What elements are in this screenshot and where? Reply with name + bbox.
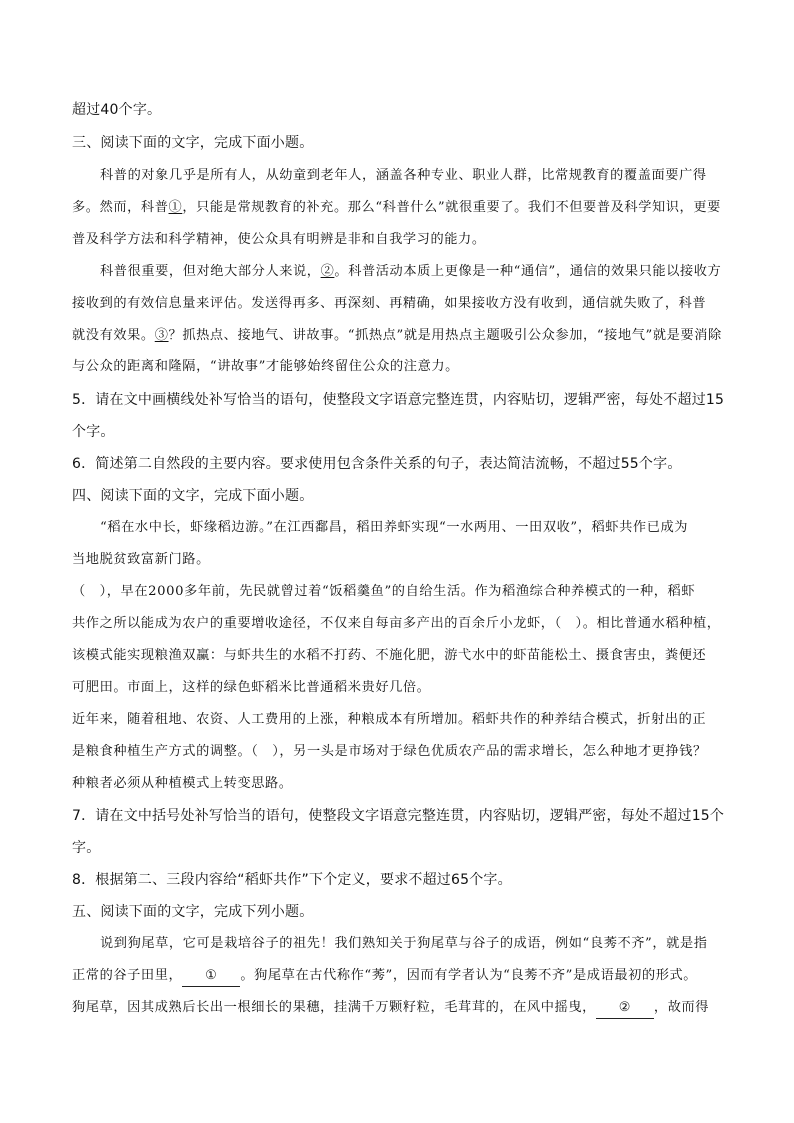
passage-four-line: 可肥田。市面上，这样的绿色虾稻米比普通稻米贵好几倍。 [72, 680, 431, 695]
passage-four-line: 种粮者必须从种植模式上转变思路。 [72, 776, 293, 791]
passage-three-line: 科普的对象几乎是所有人，从幼童到老年人，涵盖各种专业、职业人群，比常规教育的覆盖面要广得 [100, 168, 707, 183]
passage-three-line: 与公众的距离和隆隔，“讲故事”才能够始终留住公众的注意力。 [72, 359, 459, 374]
passage-four-line: 是粮食种植生产方式的调整。（ ），另一头是市场对于绿色优质农产品的需求增长，怎么种地才更挣钱？ [72, 744, 707, 759]
passage-five-line: 说到狗尾草，它可是栽培谷子的祖先！我们熟知关于狗尾草与谷子的成语，例如“良莠不齐”，就是指 [100, 936, 708, 951]
question-8: 8．根据第二、三段内容给“稻虾共作”下个定义，要求不超过65个字。 [72, 872, 512, 888]
passage-five-line: 正常的谷子田里， ① 。狗尾草在古代称作“莠”，因而有学者认为“良莠不齐”是成语最初的形式。 [72, 966, 722, 987]
question-6: 6．简述第二自然段的主要内容。要求使用包含条件关系的句子，表达简洁流畅，不超过55个字。 [72, 456, 682, 472]
blank-1-marker: ① [168, 200, 183, 215]
question-5-cont: 个字。 [72, 424, 115, 440]
question-5: 5．请在文中画横线处补写恰当的语句，使整段文字语意完整连贯，内容贴切，逻辑严密，每处不超过15 [72, 392, 725, 408]
section-three-heading: 三、阅读下面的文字，完成下面小题。 [72, 135, 314, 151]
passage-four-line: （ ），早在2000多年前，先民就曾过着“饭稻羹鱼”的自给生活。作为稻渔综合种养模式的一种，稻虾 [72, 584, 696, 599]
section-five-heading: 五、阅读下面的文字，完成下列小题。 [72, 904, 314, 920]
prev-question-tail: 超过40个字。 [72, 102, 162, 118]
blank-3-marker: ③ [154, 328, 169, 343]
passage-three-line: 普及科学方法和科学精神，使公众具有明辨是非和自我学习的能力。 [72, 232, 486, 247]
passage-four-line: 该模式能实现粮渔双赢：与虾共生的水稻不打药、不施化肥，游弋水中的虾苗能松土、摄食害虫，粪便还 [72, 648, 707, 663]
blank-2-marker: ② [320, 264, 335, 279]
passage-four-line: “稻在水中长，虾缘稻边游。”在江西鄱昌，稻田养虾实现“一水两用、一田双收”，稻虾共作已成为 [100, 520, 689, 535]
blank-1-underline: ① [182, 966, 240, 987]
passage-three-line: 多。然而，科普①，只能是常规教育的补充。那么“科普什么”就很重要了。我们不但要普及科学知识，更要 [72, 200, 721, 215]
passage-four-line: 近年来，随着租地、农资、人工费用的上涨，种粮成本有所增加。稻虾共作的种养结合模式，折射出的正 [72, 712, 707, 727]
section-four-heading: 四、阅读下面的文字，完成下面小题。 [72, 488, 314, 504]
passage-three-line: 科普很重要，但对绝大部分人来说，②。科普活动本质上更像是一种“通信”，通信的效果只能以接收方 [100, 264, 722, 279]
passage-four-line: 当地脱贫致富新门路。 [72, 552, 210, 567]
passage-three-line: 就没有效果。③？抓热点、接地气、讲故事。“抓热点”就是用热点主题吸引公众参加，“接地气”就是要消除 [72, 328, 722, 343]
question-7-cont: 字。 [72, 840, 101, 856]
passage-five-line: 狗尾草，因其成熟后长出一根细长的果穗，挂满千万颗籽粒，毛茸茸的，在风中摇曳， ② ，故而得 [72, 998, 722, 1019]
passage-three-line: 接收到的有效信息量来评估。发送得再多、再深刻、再精确，如果接收方没有收到，通信就失败了，科普 [72, 296, 707, 311]
passage-four-line: 共作之所以能成为农户的重要增收途径，不仅来自每亩多产出的百余斤小龙虾，（ ）。相比普通水稻种植， [72, 616, 721, 631]
blank-2-underline: ② [596, 998, 654, 1019]
question-7: 7．请在文中括号处补写恰当的语句，使整段文字语意完整连贯，内容贴切，逻辑严密，每处不超过15个 [72, 808, 725, 824]
